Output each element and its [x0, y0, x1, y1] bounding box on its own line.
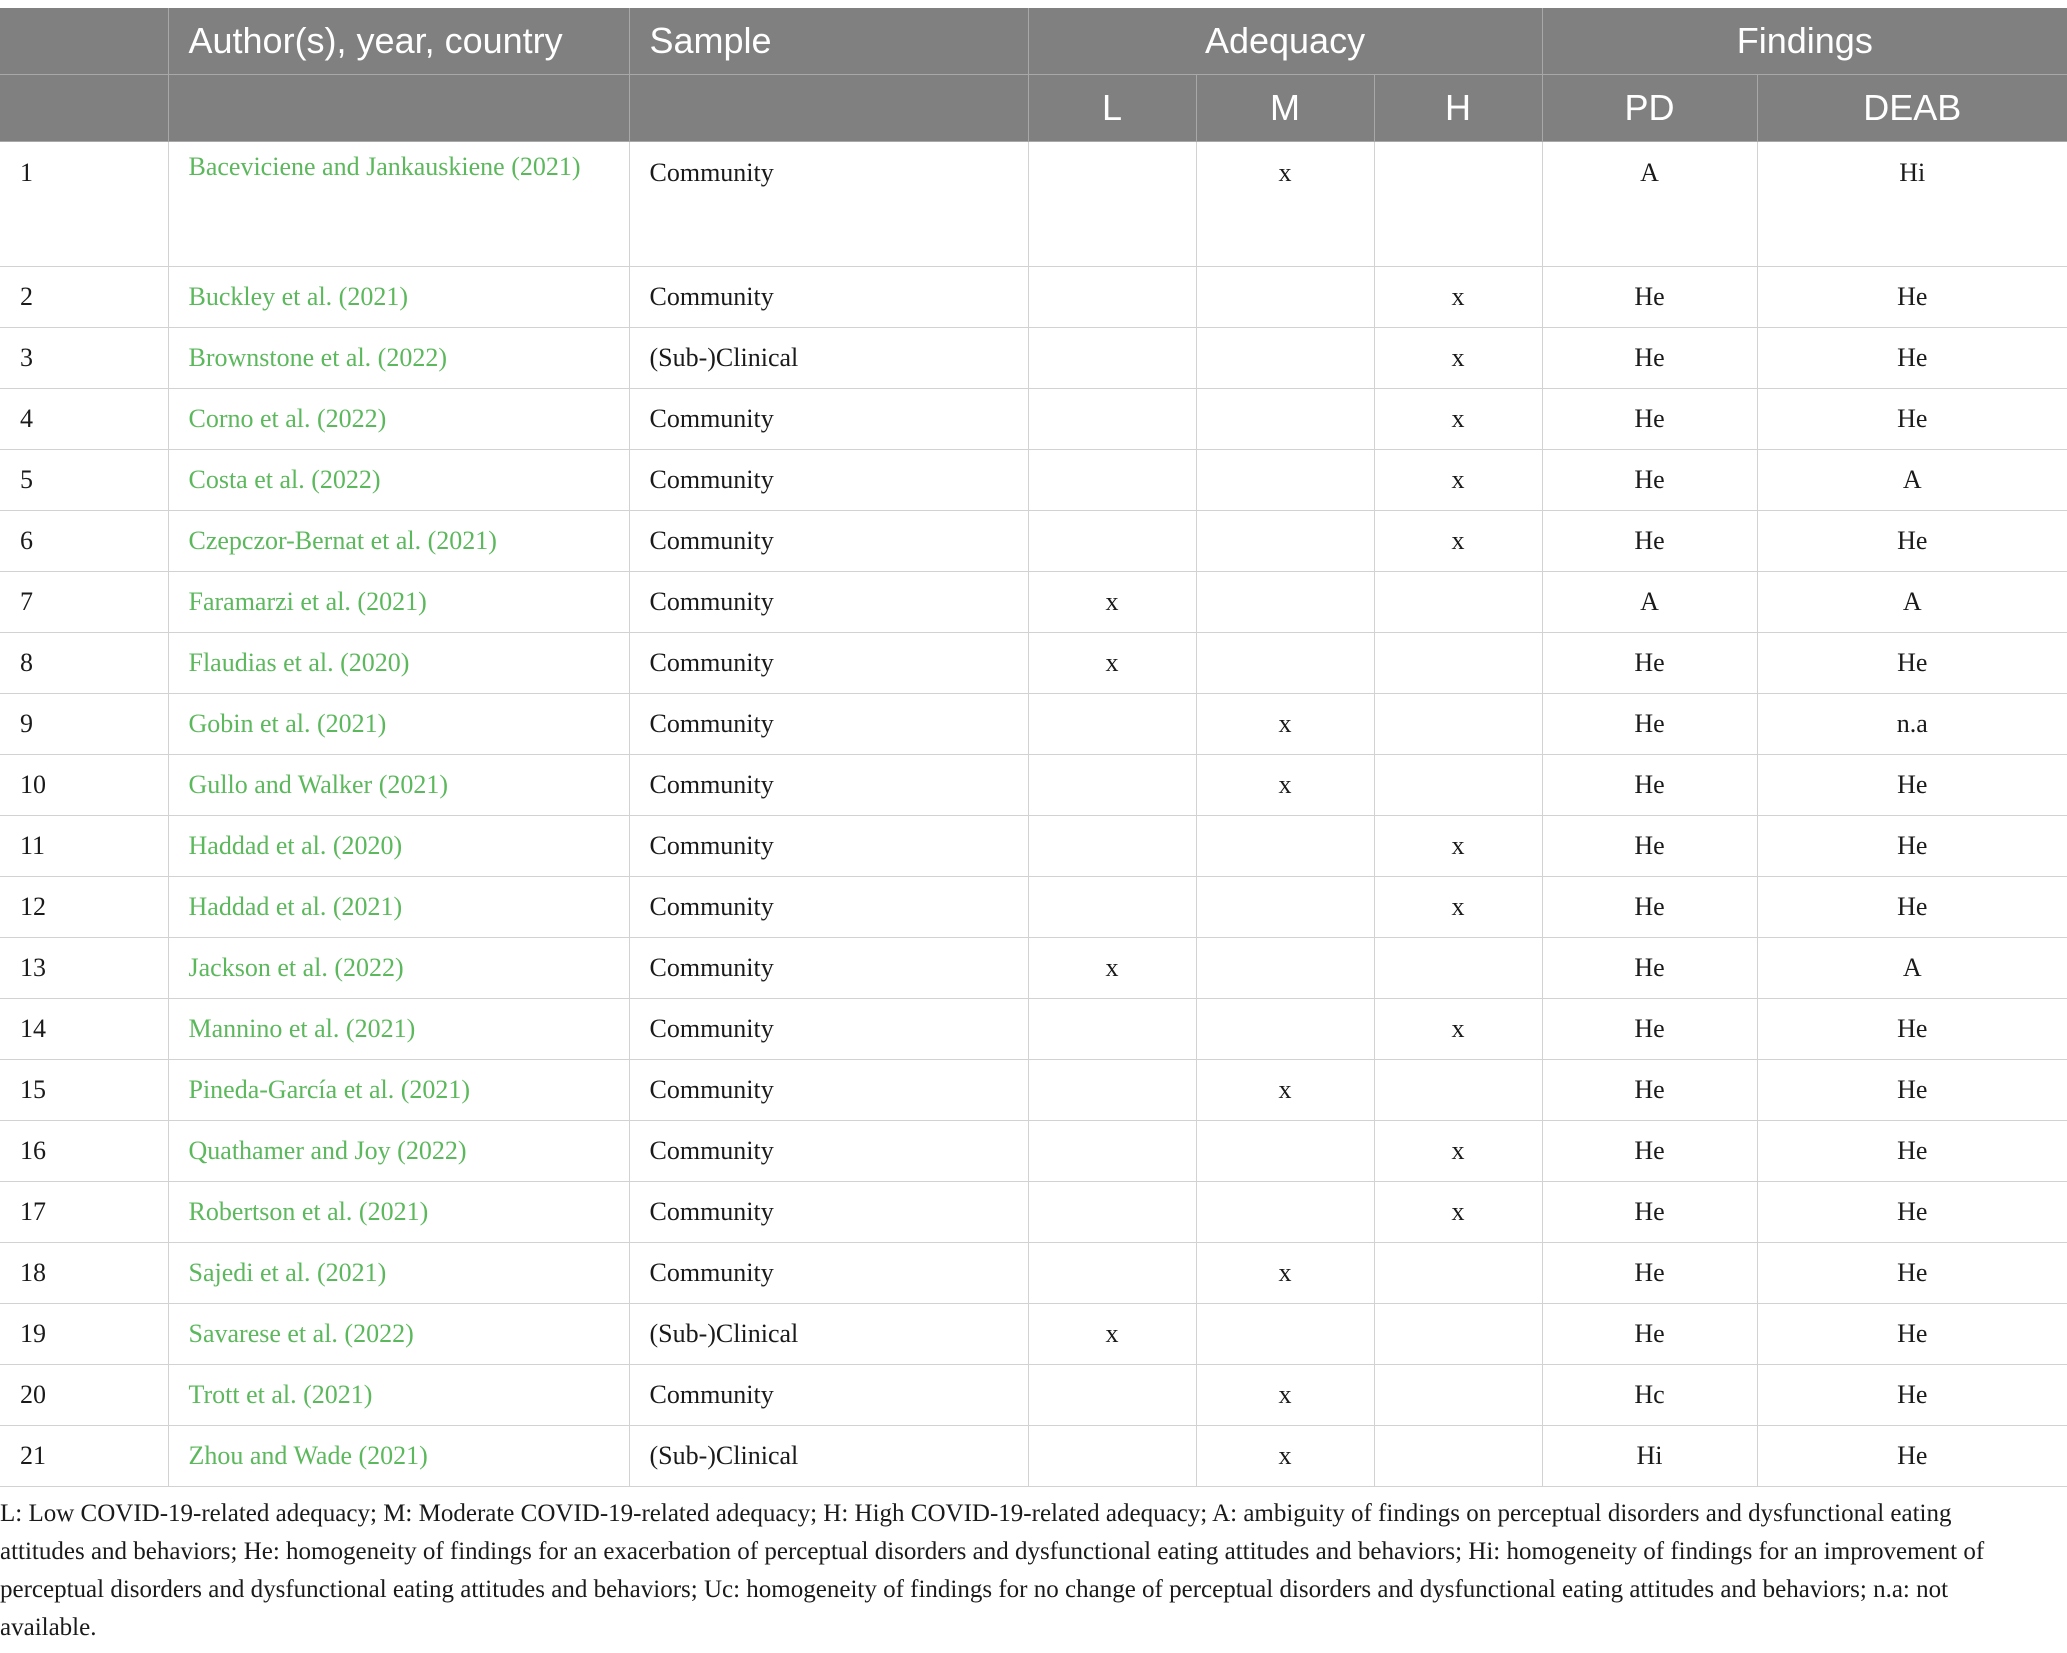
sample-cell: Community: [629, 511, 1028, 572]
author-link[interactable]: Mannino et al. (2021): [168, 999, 629, 1060]
table-row: [0, 1121, 2067, 1182]
author-link[interactable]: Savarese et al. (2022): [168, 1304, 629, 1365]
findings-pd-cell: He: [1542, 633, 1757, 694]
adequacy-high-cell: [1374, 1243, 1542, 1304]
findings-pd-cell: He: [1542, 1243, 1757, 1304]
row-number: 15: [0, 1060, 168, 1121]
author-link[interactable]: Pineda-García et al. (2021): [168, 1060, 629, 1121]
adequacy-high-cell: [1374, 1304, 1542, 1365]
adequacy-high-cell: x: [1374, 328, 1542, 389]
findings-pd-cell: He: [1542, 816, 1757, 877]
adequacy-moderate-cell: [1196, 389, 1374, 450]
adequacy-high-cell: x: [1374, 816, 1542, 877]
author-link[interactable]: Corno et al. (2022): [168, 389, 629, 450]
findings-deab-cell: A: [1757, 572, 2067, 633]
findings-pd-cell: He: [1542, 999, 1757, 1060]
adequacy-moderate-cell: [1196, 511, 1374, 572]
author-link[interactable]: Haddad et al. (2020): [168, 816, 629, 877]
adequacy-high-cell: [1374, 572, 1542, 633]
findings-pd-cell: He: [1542, 1121, 1757, 1182]
table-body: [0, 142, 2067, 1487]
table-row: [0, 999, 2067, 1060]
findings-deab-cell: A: [1757, 450, 2067, 511]
sample-cell: Community: [629, 816, 1028, 877]
adequacy-moderate-cell: [1196, 572, 1374, 633]
sample-cell: Community: [629, 694, 1028, 755]
table-header: [0, 8, 2067, 142]
adequacy-low-cell: x: [1028, 1304, 1196, 1365]
adequacy-low-cell: [1028, 755, 1196, 816]
author-link[interactable]: Trott et al. (2021): [168, 1365, 629, 1426]
row-number: 8: [0, 633, 168, 694]
adequacy-high-cell: [1374, 633, 1542, 694]
author-link[interactable]: Flaudias et al. (2020): [168, 633, 629, 694]
sample-cell: (Sub-)Clinical: [629, 328, 1028, 389]
sample-cell: Community: [629, 1121, 1028, 1182]
findings-deab-cell: He: [1757, 328, 2067, 389]
row-number: 5: [0, 450, 168, 511]
findings-pd-cell: He: [1542, 877, 1757, 938]
findings-pd-cell: A: [1542, 142, 1757, 267]
adequacy-moderate-cell: [1196, 267, 1374, 328]
findings-pd-cell: He: [1542, 511, 1757, 572]
adequacy-low-cell: [1028, 1182, 1196, 1243]
table-row: [0, 328, 2067, 389]
row-number: 16: [0, 1121, 168, 1182]
findings-pd-cell: He: [1542, 389, 1757, 450]
adequacy-low-cell: x: [1028, 633, 1196, 694]
sample-cell: Community: [629, 1060, 1028, 1121]
author-link[interactable]: Costa et al. (2022): [168, 450, 629, 511]
table-row: [0, 1243, 2067, 1304]
adequacy-moderate-cell: [1196, 999, 1374, 1060]
findings-deab-cell: He: [1757, 1426, 2067, 1487]
findings-deab-cell: He: [1757, 1365, 2067, 1426]
header-adequacy-high: H: [1374, 75, 1542, 142]
header-adequacy-low: L: [1028, 75, 1196, 142]
findings-pd-cell: He: [1542, 694, 1757, 755]
sample-cell: Community: [629, 450, 1028, 511]
row-number: 2: [0, 267, 168, 328]
author-link[interactable]: Baceviciene and Jankauskiene (2021): [168, 142, 629, 267]
table-row: [0, 142, 2067, 267]
adequacy-low-cell: [1028, 1243, 1196, 1304]
table-row: [0, 1365, 2067, 1426]
row-number: 11: [0, 816, 168, 877]
row-number: 19: [0, 1304, 168, 1365]
findings-deab-cell: He: [1757, 1060, 2067, 1121]
adequacy-moderate-cell: [1196, 450, 1374, 511]
table-row: [0, 389, 2067, 450]
header-sample-sub: [629, 75, 1028, 142]
adequacy-moderate-cell: [1196, 1182, 1374, 1243]
findings-deab-cell: He: [1757, 1243, 2067, 1304]
findings-pd-cell: Hi: [1542, 1426, 1757, 1487]
findings-pd-cell: A: [1542, 572, 1757, 633]
adequacy-moderate-cell: [1196, 328, 1374, 389]
table-footnote: L: Low COVID-19-related adequacy; M: Moderate COVID-19-related adequacy; H: High COVID-19-related adequacy; A: ambiguity of findings on perceptual disorders and dysfunctional eating attitudes and behaviors; He: homogeneity of findings for an exacerbation of perceptual disorders and dysfunctional eating attitudes and behaviors; Hi: homogeneity of findings for an improvement of perceptual disorders and dysfunctional eating attitudes and behaviors; Uc: homogeneity of findings for no change of perceptual disorders and dysfunctional eating attitudes and behaviors; n.a: not available.: [0, 1500, 1985, 1641]
adequacy-high-cell: [1374, 142, 1542, 267]
sample-cell: Community: [629, 877, 1028, 938]
sample-cell: Community: [629, 1365, 1028, 1426]
findings-pd-cell: Hc: [1542, 1365, 1757, 1426]
adequacy-high-cell: [1374, 938, 1542, 999]
author-link[interactable]: Buckley et al. (2021): [168, 267, 629, 328]
table-row: [0, 816, 2067, 877]
adequacy-low-cell: [1028, 1060, 1196, 1121]
adequacy-low-cell: [1028, 142, 1196, 267]
author-link[interactable]: Sajedi et al. (2021): [168, 1243, 629, 1304]
sample-cell: Community: [629, 1182, 1028, 1243]
adequacy-low-cell: [1028, 1121, 1196, 1182]
studies-table: [0, 8, 2067, 1487]
adequacy-low-cell: x: [1028, 938, 1196, 999]
adequacy-low-cell: [1028, 450, 1196, 511]
adequacy-low-cell: [1028, 267, 1196, 328]
findings-deab-cell: n.a: [1757, 694, 2067, 755]
header-author: Author(s), year, country: [168, 8, 629, 75]
adequacy-high-cell: x: [1374, 877, 1542, 938]
sample-cell: Community: [629, 999, 1028, 1060]
adequacy-high-cell: x: [1374, 267, 1542, 328]
findings-deab-cell: Hi: [1757, 142, 2067, 267]
sample-cell: Community: [629, 389, 1028, 450]
adequacy-moderate-cell: x: [1196, 1243, 1374, 1304]
table-row: [0, 694, 2067, 755]
adequacy-high-cell: [1374, 755, 1542, 816]
adequacy-low-cell: [1028, 999, 1196, 1060]
adequacy-moderate-cell: x: [1196, 1426, 1374, 1487]
adequacy-moderate-cell: [1196, 1304, 1374, 1365]
table-row: [0, 1426, 2067, 1487]
table-row: [0, 938, 2067, 999]
adequacy-low-cell: [1028, 694, 1196, 755]
adequacy-low-cell: [1028, 877, 1196, 938]
author-link[interactable]: Robertson et al. (2021): [168, 1182, 629, 1243]
findings-pd-cell: He: [1542, 938, 1757, 999]
findings-deab-cell: A: [1757, 938, 2067, 999]
adequacy-low-cell: [1028, 1426, 1196, 1487]
findings-pd-cell: He: [1542, 328, 1757, 389]
table-row: [0, 572, 2067, 633]
header-findings-pd: PD: [1542, 75, 1757, 142]
table-row: [0, 450, 2067, 511]
adequacy-high-cell: x: [1374, 450, 1542, 511]
author-link[interactable]: Brownstone et al. (2022): [168, 328, 629, 389]
table-row: [0, 877, 2067, 938]
findings-pd-cell: He: [1542, 1304, 1757, 1365]
row-number: 13: [0, 938, 168, 999]
adequacy-moderate-cell: [1196, 938, 1374, 999]
author-link[interactable]: Czepczor-Bernat et al. (2021): [168, 511, 629, 572]
sample-cell: Community: [629, 267, 1028, 328]
header-adequacy: Adequacy: [1028, 8, 1542, 75]
sample-cell: Community: [629, 755, 1028, 816]
adequacy-high-cell: [1374, 694, 1542, 755]
adequacy-moderate-cell: x: [1196, 755, 1374, 816]
header-findings: Findings: [1542, 8, 2067, 75]
findings-deab-cell: He: [1757, 633, 2067, 694]
author-link[interactable]: Zhou and Wade (2021): [168, 1426, 629, 1487]
table-row: [0, 1304, 2067, 1365]
findings-deab-cell: He: [1757, 1304, 2067, 1365]
findings-deab-cell: He: [1757, 999, 2067, 1060]
findings-deab-cell: He: [1757, 511, 2067, 572]
adequacy-moderate-cell: [1196, 816, 1374, 877]
adequacy-high-cell: x: [1374, 999, 1542, 1060]
adequacy-high-cell: [1374, 1426, 1542, 1487]
findings-pd-cell: He: [1542, 1182, 1757, 1243]
adequacy-high-cell: [1374, 1365, 1542, 1426]
adequacy-low-cell: [1028, 389, 1196, 450]
sample-cell: (Sub-)Clinical: [629, 1426, 1028, 1487]
adequacy-moderate-cell: x: [1196, 1060, 1374, 1121]
header-author-sub: [168, 75, 629, 142]
row-number: 1: [0, 142, 168, 267]
findings-pd-cell: He: [1542, 755, 1757, 816]
adequacy-low-cell: [1028, 816, 1196, 877]
adequacy-high-cell: x: [1374, 1121, 1542, 1182]
sample-cell: (Sub-)Clinical: [629, 1304, 1028, 1365]
row-number: 7: [0, 572, 168, 633]
sample-cell: Community: [629, 633, 1028, 694]
findings-deab-cell: He: [1757, 1121, 2067, 1182]
adequacy-moderate-cell: [1196, 633, 1374, 694]
row-number: 3: [0, 328, 168, 389]
author-link[interactable]: Faramarzi et al. (2021): [168, 572, 629, 633]
row-number: 6: [0, 511, 168, 572]
findings-deab-cell: He: [1757, 389, 2067, 450]
row-number: 9: [0, 694, 168, 755]
table-row: [0, 1060, 2067, 1121]
author-link[interactable]: Haddad et al. (2021): [168, 877, 629, 938]
row-number: 18: [0, 1243, 168, 1304]
row-number: 20: [0, 1365, 168, 1426]
header-findings-deab: DEAB: [1757, 75, 2067, 142]
adequacy-low-cell: [1028, 328, 1196, 389]
header-adequacy-moderate: M: [1196, 75, 1374, 142]
adequacy-high-cell: [1374, 1060, 1542, 1121]
sample-cell: Community: [629, 1243, 1028, 1304]
adequacy-moderate-cell: [1196, 877, 1374, 938]
findings-deab-cell: He: [1757, 1182, 2067, 1243]
table-row: [0, 633, 2067, 694]
adequacy-low-cell: [1028, 1365, 1196, 1426]
row-number: 21: [0, 1426, 168, 1487]
row-number: 4: [0, 389, 168, 450]
adequacy-high-cell: x: [1374, 1182, 1542, 1243]
sample-cell: Community: [629, 938, 1028, 999]
findings-pd-cell: He: [1542, 450, 1757, 511]
author-link[interactable]: Jackson et al. (2022): [168, 938, 629, 999]
findings-pd-cell: He: [1542, 1060, 1757, 1121]
findings-pd-cell: He: [1542, 267, 1757, 328]
table-row: [0, 755, 2067, 816]
adequacy-moderate-cell: x: [1196, 1365, 1374, 1426]
table-row: [0, 267, 2067, 328]
header-row-number-sub: [0, 75, 168, 142]
table-row: [0, 511, 2067, 572]
findings-deab-cell: He: [1757, 267, 2067, 328]
row-number: 14: [0, 999, 168, 1060]
adequacy-moderate-cell: [1196, 1121, 1374, 1182]
adequacy-moderate-cell: x: [1196, 694, 1374, 755]
header-sample: Sample: [629, 8, 1028, 75]
adequacy-low-cell: [1028, 511, 1196, 572]
row-number: 10: [0, 755, 168, 816]
findings-deab-cell: He: [1757, 816, 2067, 877]
table-row: [0, 1182, 2067, 1243]
findings-deab-cell: He: [1757, 755, 2067, 816]
sample-cell: Community: [629, 142, 1028, 267]
sample-cell: Community: [629, 572, 1028, 633]
adequacy-moderate-cell: x: [1196, 142, 1374, 267]
row-number: 12: [0, 877, 168, 938]
author-link[interactable]: Quathamer and Joy (2022): [168, 1121, 629, 1182]
adequacy-high-cell: x: [1374, 389, 1542, 450]
row-number: 17: [0, 1182, 168, 1243]
adequacy-high-cell: x: [1374, 511, 1542, 572]
header-row-number: [0, 8, 168, 75]
author-link[interactable]: Gullo and Walker (2021): [168, 755, 629, 816]
findings-deab-cell: He: [1757, 877, 2067, 938]
author-link[interactable]: Gobin et al. (2021): [168, 694, 629, 755]
adequacy-low-cell: x: [1028, 572, 1196, 633]
